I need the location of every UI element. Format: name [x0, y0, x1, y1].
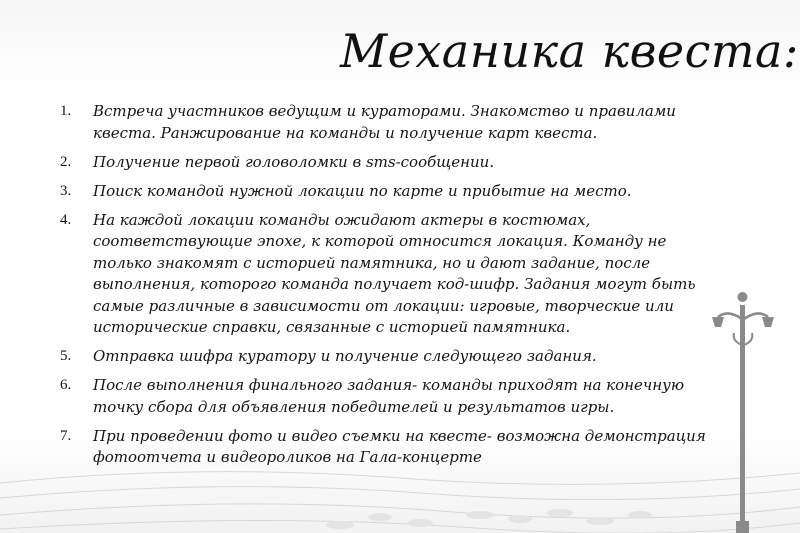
- quest-steps-list: [60, 101, 720, 476]
- item-text: Поиск командой нужной локации по карте и прибытие на место.: [93, 181, 632, 200]
- item-number: 6.: [60, 377, 72, 393]
- item-number: 4.: [60, 211, 72, 228]
- item-text: При проведении фото и видео съемки на квесте- возможна демонстрация фотоотчета и видеороликов на Гала-концерте: [93, 426, 706, 466]
- item-number: 7.: [60, 427, 72, 444]
- item-text: Встреча участников ведущим и кураторами. Знакомство и правилами квеста. Ранжирование на команды и получение карт квеста.: [93, 102, 676, 142]
- item-text: После выполнения финального задания- команды приходят на конечную точку сбора для объявления победителей и результатов игры.: [93, 376, 685, 416]
- list-item: [60, 375, 720, 418]
- item-number: 3.: [60, 182, 72, 199]
- list-item: [60, 181, 720, 203]
- item-number: 2.: [60, 153, 72, 170]
- list-item: [60, 346, 720, 368]
- list-item: [60, 426, 720, 469]
- item-text: Получение первой головоломки в sms-сообщении.: [93, 152, 495, 171]
- item-number: 1.: [60, 103, 72, 119]
- page-title: Механика квеста:: [340, 24, 799, 78]
- list-item: [60, 210, 720, 339]
- item-text: На каждой локации команды ожидают актеры в костюмах, соответствующие эпохе, к которой относится локация. Команду не только знакомят с историей памятника, но и дают задание, после выполнения, которого команда получает код-шифр. Задания могут быть самые различные в зависимости от локации: игровые, творческие или исторические справки, связанные с историей памятника.: [93, 210, 696, 336]
- item-text: Отправка шифра куратору и получение следующего задания.: [93, 347, 597, 365]
- list-item: [60, 101, 720, 144]
- item-number: 5.: [60, 348, 72, 364]
- list-item: [60, 152, 720, 174]
